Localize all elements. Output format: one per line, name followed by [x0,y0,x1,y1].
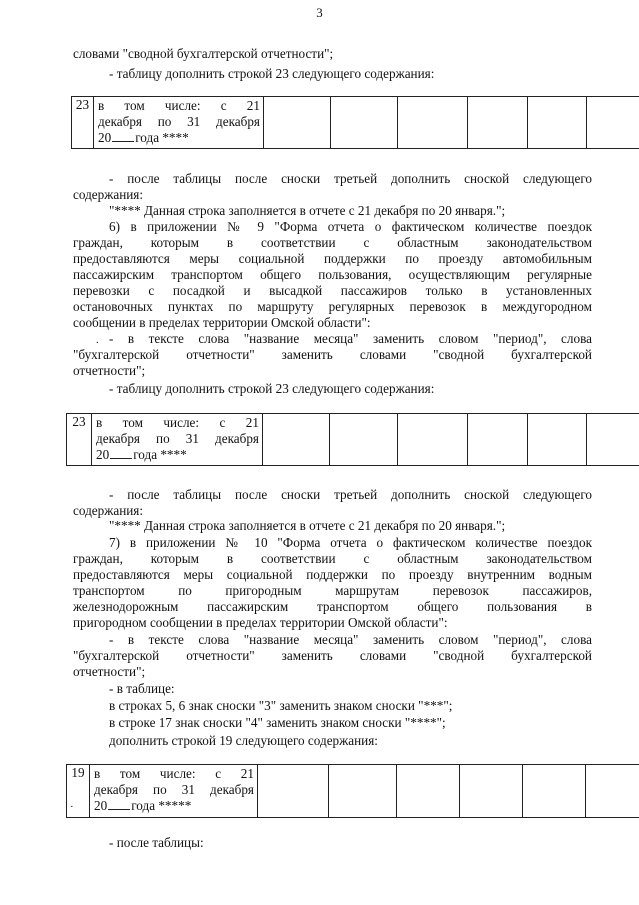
blank-underline [112,130,134,142]
description-line: в том числе: с 21 [96,415,259,430]
empty-cell [468,97,528,149]
empty-cell [528,97,587,149]
footnote-text: "**** Данная строка заполняется в отчете с 21 декабря по 20 января."; [109,518,506,533]
scan-mark: · [70,801,74,813]
empty-cell [330,414,398,466]
text-line: - после таблицы: [109,835,204,850]
text-line: дополнить строкой 19 следующего содержания: [109,733,378,748]
year-prefix: 20 [96,447,110,462]
text-line: перевозки с посадкой и высадкой пассажиров только в установленных [73,283,592,298]
text-line: остановочных пунктах по маршруту регулярных перевозок в междугородном [73,299,592,314]
empty-cell [523,765,586,818]
text-line: в строках 5, 6 знак сноски "3" заменить знаком сноски "***"; [109,698,453,713]
table-2 [66,413,639,466]
empty-cell [264,97,331,149]
description-line: в том числе: с 21 [98,98,260,113]
year-suffix: года **** [135,130,189,145]
description-line [98,130,260,146]
blank-underline [108,798,130,810]
text-line: 6) в приложении № 9 "Форма отчета о фактическом количестве поездок [109,219,592,234]
footnote-text: "**** Данная строка заполняется в отчете с 21 декабря по 20 января."; [109,203,506,218]
empty-cell [468,414,528,466]
text-line: - в тексте слова "название месяца" заменить словом "период", слова [109,331,592,346]
empty-cell [398,97,468,149]
text-line: граждан, которым в соответствии с областным законодательством [73,235,592,250]
description-line: декабря по 31 декабря [94,782,254,797]
text-line: - в тексте слова "название месяца" заменить словом "период", слова [109,632,592,647]
text-line: граждан, которым в соответствии с областным законодательством [73,551,592,566]
empty-cell [587,97,639,149]
table-3 [66,764,639,818]
year-prefix: 20 [98,130,112,145]
description-line: декабря по 31 декабря [96,431,259,446]
empty-cell [329,765,397,818]
table-row [67,765,639,818]
text-line: - после таблицы после сноски третьей дополнить сноской следующего [109,171,592,186]
table-row [72,97,639,149]
row-number: 23 [72,97,94,149]
text-line: транспортом по пригородным маршрутам перевозок пассажиров, [73,583,592,598]
text-line: пассажирским транспортом общего пользования, осуществляющим регулярные [73,267,592,282]
row-description [92,414,263,466]
text-line: - таблицу дополнить строкой 23 следующего содержания: [109,66,435,81]
text-line: предоставляются меры социальной поддержки по проезду внутренним водным [73,567,592,582]
description-line [94,798,254,814]
text-line: - после таблицы после сноски третьей дополнить сноской следующего [109,487,592,502]
text-line: - в таблице: [109,681,175,696]
page-number: 3 [316,5,323,20]
row-description [94,97,264,149]
text-line: содержания: [73,187,144,202]
text-line: в строке 17 знак сноски "4" заменить знаком сноски "****"; [109,715,446,730]
empty-cell [460,765,523,818]
text-line: содержания: [73,503,144,518]
text-line: "бухгалтерской отчетности" заменить словами "сводной бухгалтерской [73,648,592,663]
text-line: словами "сводной бухгалтерской отчетности"; [73,46,334,61]
description-line [96,447,259,463]
text-line: "бухгалтерской отчетности" заменить словами "сводной бухгалтерской [73,347,592,362]
empty-cell [587,414,639,466]
year-prefix: 20 [94,798,108,813]
text-line: железнодорожным пассажирским транспортом общего пользования в [73,599,592,614]
row-number: 19 [67,765,90,818]
empty-cell [528,414,587,466]
table-1 [71,96,639,149]
year-suffix: года **** [133,447,187,462]
empty-cell [258,765,329,818]
description-line: декабря по 31 декабря [98,114,260,129]
table-row [67,414,639,466]
text-line: - таблицу дополнить строкой 23 следующего содержания: [109,381,435,396]
year-suffix: года ***** [131,798,192,813]
text-line: сообщении в пределах территории Омской области": [73,315,371,330]
text-line: пригородном сообщении в пределах территории Омской области": [73,615,448,630]
scan-mark: . [96,334,99,346]
blank-underline [110,447,132,459]
empty-cell [397,765,460,818]
text-line: отчетности"; [73,664,146,679]
row-number: 23 [67,414,92,466]
text-line: отчетности"; [73,363,146,378]
text-line: предоставляются меры социальной поддержки по проезду автомобильным [73,251,592,266]
text-line: 7) в приложении № 10 "Форма отчета о фактическом количестве поездок [109,535,592,550]
description-line: в том числе: с 21 [94,766,254,781]
empty-cell [398,414,468,466]
empty-cell [331,97,398,149]
row-description [90,765,258,818]
empty-cell [586,765,639,818]
empty-cell [263,414,330,466]
